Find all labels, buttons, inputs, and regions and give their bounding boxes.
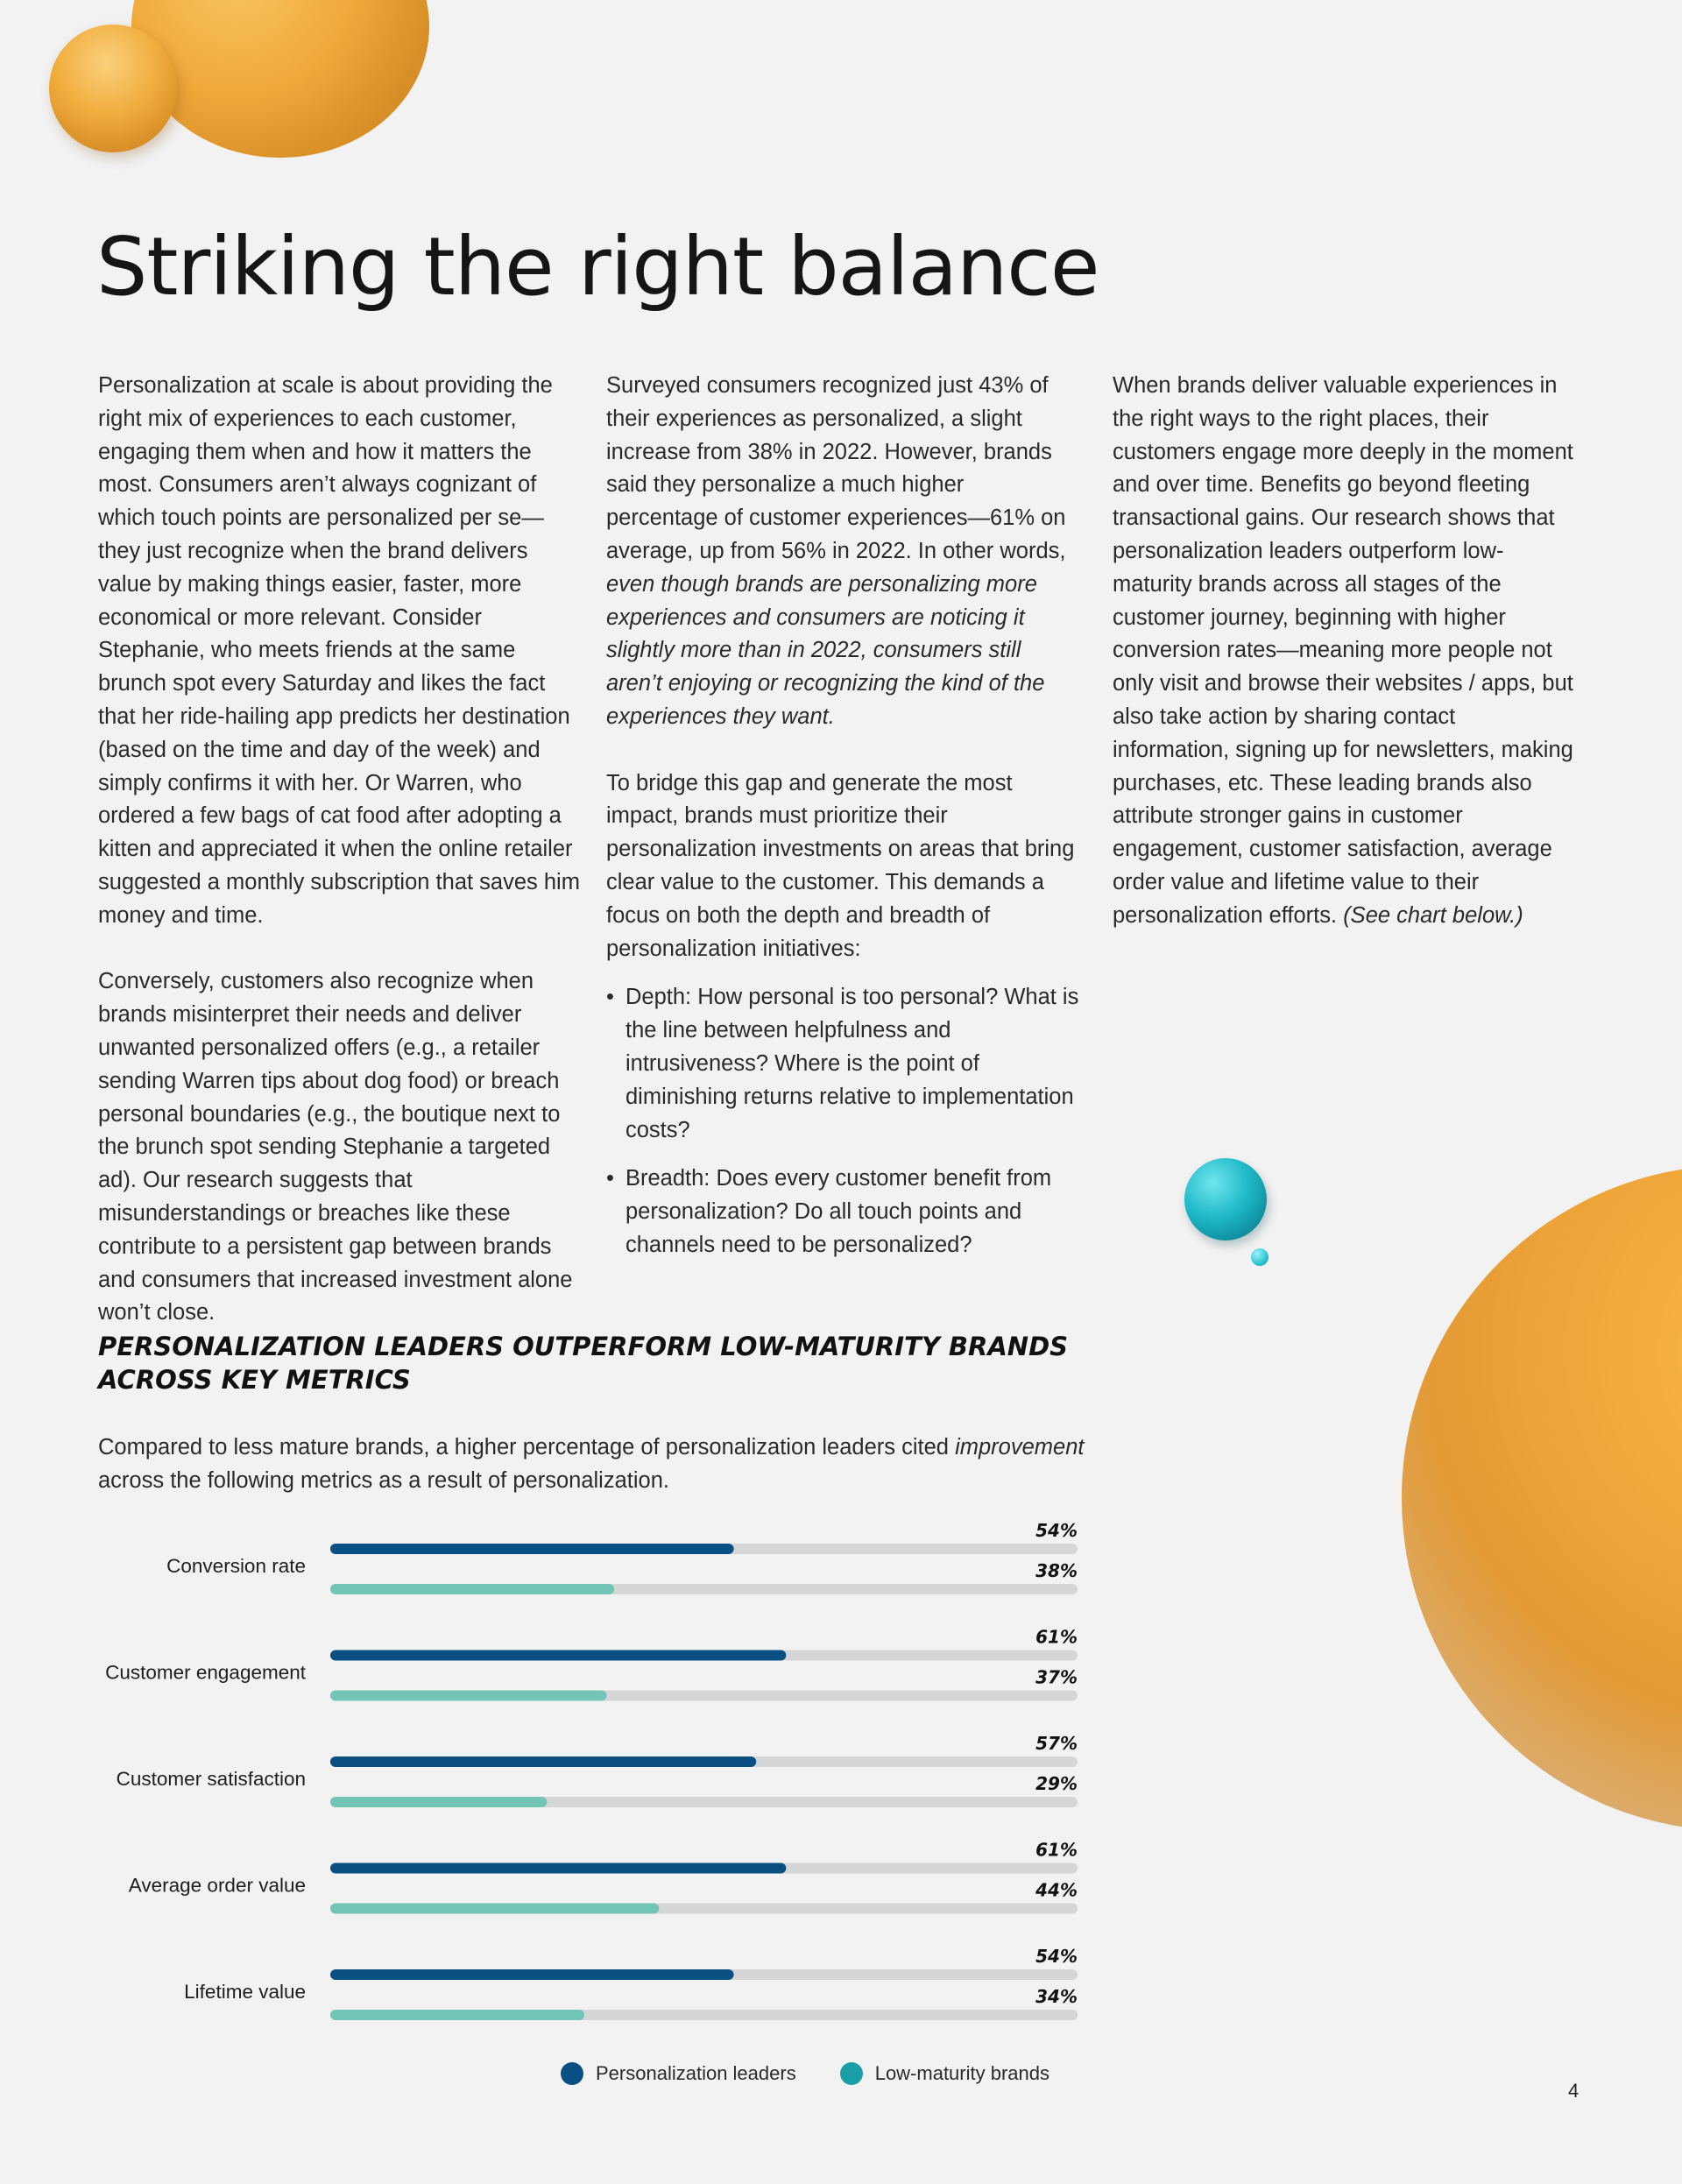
teal-sphere-decoration [1184,1158,1267,1240]
orange-sphere-right-decoration [1402,1165,1682,1831]
legend-swatch-low-maturity [840,2062,863,2085]
chart-reference: (See chart below.) [1343,902,1523,928]
chart-group [184,1946,1078,2020]
bullet-list [606,981,1079,1262]
category-label: Customer satisfaction [116,1768,306,1790]
data-label: 57% [1035,1733,1078,1754]
bar-low-maturity [330,2010,584,2020]
legend-label-low-maturity: Low-maturity brands [874,2062,1050,2084]
orange-sphere-small-decoration [49,25,177,152]
chart-group [166,1520,1078,1594]
paragraph-emphasis: even though brands are personalizing more experiences and consumers are noticing it slightly more than in 2022, consumers still aren’t enjoying or recognizing the kind of the experiences they want. [606,571,1045,729]
teal-dot-decoration [1251,1248,1269,1266]
bar-leaders [330,1863,786,1874]
bar-leaders [330,1650,786,1661]
legend-item-leaders [561,2062,796,2085]
category-label: Conversion rate [166,1555,306,1577]
data-label: 61% [1035,1839,1078,1861]
page-number: 4 [1568,2080,1580,2102]
data-label: 54% [1035,1946,1078,1967]
legend-item-low-maturity [840,2062,1049,2085]
chart-subtitle-emphasis: improvement [955,1435,1085,1460]
paragraph-text: When brands deliver valuable experiences in the right ways to the right places, their customers engage more deeply in the moment and over time. Benefits go beyond fleeting transactional gains. Our research shows that personalization leaders outperform low-maturity brands across all stages of the customer journey, beginning with higher conversion rates—meaning more people not only visit and browse their websites / apps, but also take action by sharing contact information, signing up for newsletters, making purchases, etc. These leading brands also attribute stronger gains in customer engagement, customer satisfaction, average order value and lifetime value to their personalization efforts. [1113,373,1573,928]
paragraph [1113,370,1577,933]
legend-label-leaders: Personalization leaders [596,2062,796,2084]
page-title: Striking the right balance [96,220,1099,314]
data-label: 44% [1035,1879,1078,1901]
category-label: Customer engagement [105,1661,306,1684]
data-label: 29% [1035,1773,1078,1794]
text-column-2 [606,370,1079,1278]
category-label: Lifetime value [184,1981,306,2003]
chart-title: PERSONALIZATION LEADERS OUTPERFORM LOW-MATURITY BRANDS ACROSS KEY METRICS [98,1332,1069,1395]
bullet-item-breadth: • Breadth: Does every customer benefit from personalization? Do all touch points and channels need to be personalized? [606,1163,1079,1262]
chart-subtitle [98,1431,1106,1498]
bar-leaders [330,1544,734,1554]
text-column-3 [1113,370,1577,965]
data-label: 34% [1035,1986,1078,2007]
chart-group [105,1627,1078,1701]
bar-low-maturity [330,1797,547,1807]
data-label: 61% [1035,1626,1078,1648]
bar-low-maturity [330,1584,614,1594]
data-label: 38% [1035,1560,1078,1581]
chart-group [117,1733,1078,1807]
bar-low-maturity [330,1691,607,1701]
chart-subtitle-text: Compared to less mature brands, a higher percentage of personalization leaders cited [98,1435,956,1460]
bar-low-maturity [330,1904,659,1914]
paragraph: Conversely, customers also recognize when brands misinterpret their needs and deliver unwanted personalized offers (e.g., a retailer sending Warren tips about dog food) or breach personal boundaries (e.g., the boutique next to the brunch spot sending Stephanie a targeted ad). Our research suggests that misunderstandings or breaches like these contribute to a persistent gap between brands and consumers that increased investment alone won’t close. [98,969,573,1325]
paragraph: To bridge this gap and generate the most impact, brands must prioritize their personalization investments on areas that bring clear value to the customer. This demands a focus on both the depth and breadth of personalization initiatives: [606,770,1075,961]
chart-group [129,1840,1078,1914]
bar-leaders [330,1969,734,1980]
paragraph-text: Surveyed consumers recognized just 43% of their experiences as personalized, a slight increase from 38% in 2022. However, brands said they personalize a much higher percentage of customer experiences—61% on average, up from 56% in 2022. In other words, [606,373,1066,563]
bar-leaders [330,1756,756,1767]
paragraph: Personalization at scale is about providing the right mix of experiences to each customer, engaging them when and how it matters the most. Consumers aren’t always cognizant of which touch points are personalized per se—they just recognize when the brand delivers value by making things easier, faster, more economical or more relevant. Consider Stephanie, who meets friends at the same brunch spot every Saturday and likes the fact that her ride-hailing app predicts her destination (based on the time and day of the week) and simply confirms it with her. Or Warren, who ordered a few bags of cat food after adopting a kitten and appreciated it when the online retailer suggested a monthly subscription that saves him money and time. [98,373,580,928]
text-column-1 [98,370,580,1363]
chart-legend [561,2062,1049,2085]
data-label: 37% [1035,1666,1078,1688]
bullet-item-depth: • Depth: How personal is too personal? What is the line between helpfulness and intrusiveness? Where is the point of diminishing returns relative to implementation costs? [606,981,1079,1147]
category-label: Average order value [128,1874,306,1897]
paragraph [606,370,1079,734]
legend-swatch-leaders [561,2062,583,2085]
data-label: 54% [1035,1520,1078,1541]
chart-subtitle-text-end: across the following metrics as a result of personalization. [98,1467,669,1493]
